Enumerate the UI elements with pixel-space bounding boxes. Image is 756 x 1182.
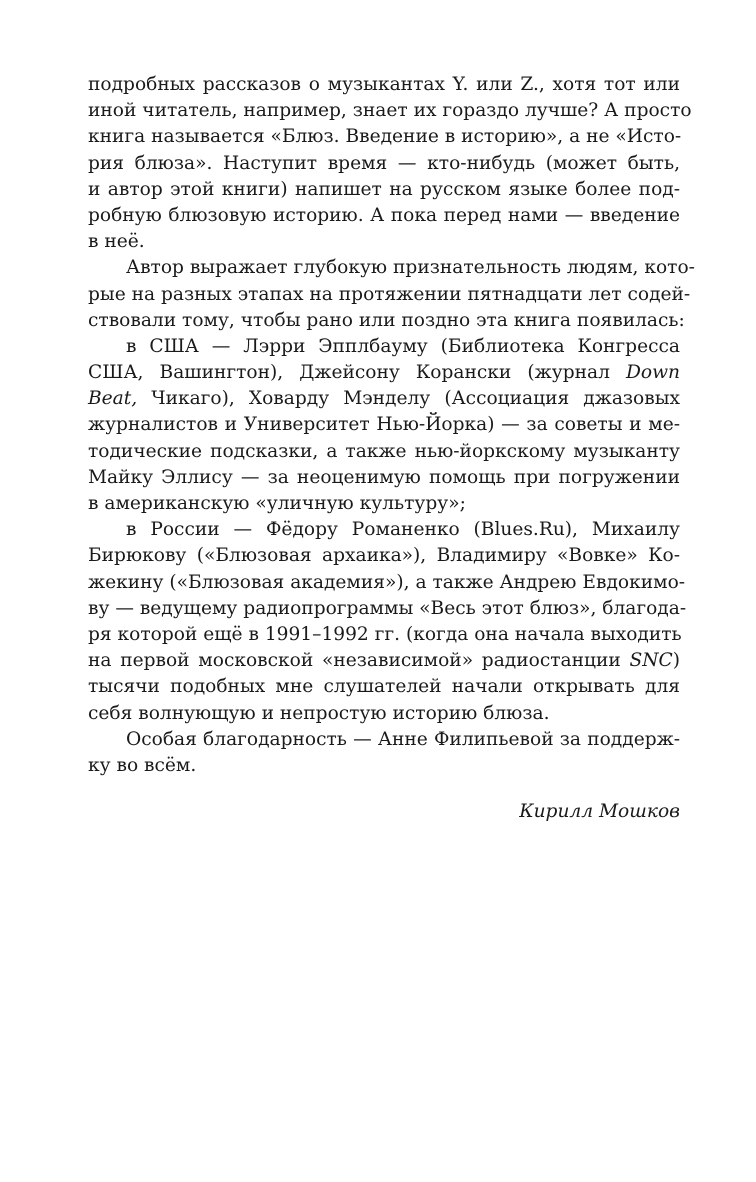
- text-line: Майку Эллису — за неоценимую помощь при погружении: [88, 466, 680, 488]
- text-line: в неё.: [88, 231, 145, 253]
- text-fragment: ): [672, 650, 680, 672]
- text-fragment: США, Вашингтон), Джейсону Корански (журнал: [88, 362, 610, 384]
- text-line: книга называется «Блюз. Введение в историю», а не «Исто-: [88, 126, 682, 148]
- text-line: в России — Фёдору Романенко (Blues.Ru), Михаилу: [126, 519, 680, 541]
- italic-fragment: SNC: [629, 650, 673, 672]
- author-signature: Кирилл Мошков: [519, 801, 680, 823]
- text-line: журналистов и Университет Нью-Йорка) — за советы и ме-: [88, 414, 680, 436]
- text-line: Бирюкову («Блюзовая архаика»), Владимиру «Вовке» Ко-: [88, 545, 680, 567]
- text-line: себя волнующую и непростую историю блюза.: [88, 702, 550, 724]
- text-line: жекину («Блюзовая академия»), а также Андрею Евдокимо-: [88, 571, 686, 593]
- text-line: в США — Лэрри Эпплбауму (Библиотека Конгресса: [126, 335, 680, 357]
- paragraph-4: [88, 517, 687, 727]
- paragraph-1: [88, 72, 692, 255]
- text-line: рые на разных этапах на протяжении пятнадцати лет содей-: [88, 283, 691, 305]
- paragraph-3: [88, 334, 680, 517]
- text-line: ку во всём.: [88, 754, 197, 776]
- text-line: тысячи подобных мне слушателей начали открывать для: [88, 676, 680, 698]
- text-line: [88, 386, 680, 412]
- text-fragment: Чикаго), Ховарду Мэнделу (Ассоциация джазовых: [137, 388, 680, 410]
- text-line: [88, 648, 680, 674]
- body-text: [88, 72, 695, 825]
- text-line: иной читатель, например, знает их гораздо лучше? А просто: [88, 100, 692, 122]
- text-line: Особая благодарность — Анне Филипьевой за поддерж-: [126, 728, 680, 750]
- text-line: в американскую «уличную культуру»;: [88, 493, 466, 514]
- text-line: тодические подсказки, а также нью-йоркскому музыканту: [88, 440, 680, 462]
- text-line: подробных рассказов о музыкантах Y. или Z., хотя тот или: [88, 74, 680, 95]
- text-line: и автор этой книги) напишет на русском языке более под-: [88, 178, 680, 200]
- text-line: ря которой ещё в 1991–1992 гг. (когда она начала выходить: [88, 623, 682, 645]
- text-line: рия блюза». Наступит время — кто-нибудь (может быть,: [88, 152, 680, 174]
- text-line: ствовали тому, чтобы рано или поздно эта книга появилась:: [88, 309, 685, 331]
- text-fragment: на первой московской «независимой» радиостанции: [88, 650, 621, 672]
- paragraph-2: [88, 255, 695, 334]
- text-line: робную блюзовую историю. А пока перед нами — введение: [88, 204, 680, 226]
- italic-fragment: Beat,: [88, 388, 138, 410]
- text-line: [88, 360, 680, 386]
- text-line: Автор выражает глубокую признательность людям, кото-: [126, 257, 695, 279]
- text-line: ву — ведущему радиопрограммы «Весь этот блюз», благода-: [88, 597, 687, 619]
- italic-fragment: Down: [626, 362, 680, 384]
- paragraph-5: [88, 727, 680, 779]
- text-fragment: [629, 650, 680, 671]
